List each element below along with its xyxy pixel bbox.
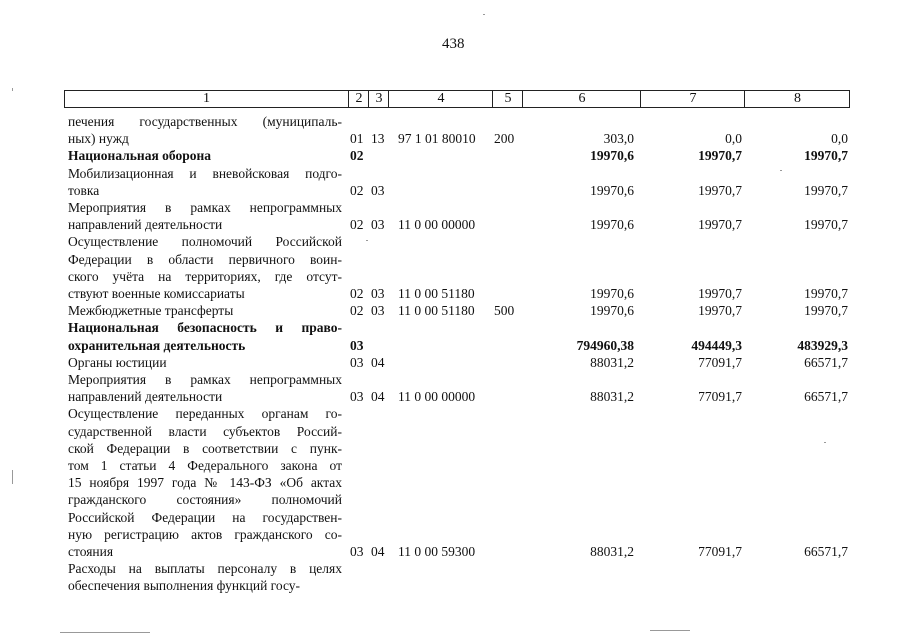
subsection-code: 13 — [371, 131, 385, 147]
section-code: 03 — [350, 354, 364, 370]
header-col-4: 4 — [388, 91, 493, 107]
section-code: 03 — [350, 337, 364, 353]
table-row — [0, 199, 905, 233]
table-row — [0, 354, 905, 371]
amount-col-7: 19970,7 — [698, 303, 742, 319]
description-line: Мобилизационная и вневойсковая подго- — [68, 165, 342, 181]
header-col-7: 7 — [640, 91, 745, 107]
table-row — [0, 319, 905, 353]
amount-col-6: 19970,6 — [590, 148, 634, 164]
section-code: 02 — [350, 217, 364, 233]
target-article-code: 11 0 00 00000 — [398, 217, 476, 233]
header-col-1: 1 — [203, 91, 210, 106]
amount-col-7: 77091,7 — [698, 354, 742, 370]
description-line: сударственной власти субъектов Россий- — [68, 423, 342, 439]
description-line: ную регистрацию актов гражданского со- — [68, 526, 342, 542]
amount-col-7: 19970,7 — [698, 148, 742, 164]
amount-col-6: 19970,6 — [590, 303, 634, 319]
row-description — [68, 113, 342, 147]
description-line: 15 ноября 1997 года № 143-ФЗ «Об актах — [68, 475, 342, 491]
row-description — [68, 354, 342, 371]
description-line: направлений деятельности — [68, 217, 223, 233]
description-line: ской Федерации в соответствии с пунк- — [68, 440, 342, 456]
row-description — [68, 319, 342, 353]
amount-col-8: 66571,7 — [804, 543, 848, 559]
row-description — [68, 371, 342, 405]
section-code: 02 — [350, 148, 364, 164]
amount-col-6: 19970,6 — [590, 217, 634, 233]
description-line: Федерации в области первичного воин- — [68, 251, 342, 267]
target-article-code: 11 0 00 51180 — [398, 303, 475, 319]
row-description — [68, 405, 342, 560]
header-col-2: 2 — [348, 91, 369, 107]
amount-col-6: 19970,6 — [590, 285, 634, 301]
amount-col-6: 88031,2 — [590, 543, 634, 559]
amount-col-8: 66571,7 — [804, 354, 848, 370]
amount-col-6: 303,0 — [603, 131, 634, 147]
table-row — [0, 560, 905, 594]
table-row — [0, 165, 905, 199]
description-line: Межбюджетные трансферты — [68, 303, 234, 319]
table-row — [0, 405, 905, 560]
amount-col-8: 19970,7 — [804, 148, 848, 164]
description-line: ных) нужд — [68, 131, 129, 147]
description-line: гражданского состояния» полномочий — [68, 492, 342, 508]
amount-col-7: 19970,7 — [698, 182, 742, 198]
description-line: Мероприятия в рамках непрограммных — [68, 372, 342, 387]
header-col-8: 8 — [744, 91, 850, 107]
subsection-code: 04 — [371, 543, 385, 559]
description-line: Национальная оборона — [68, 148, 211, 164]
amount-col-7: 19970,7 — [698, 285, 742, 301]
subsection-code: 03 — [371, 303, 385, 319]
header-col-5: 5 — [492, 91, 523, 107]
amount-col-8: 0,0 — [831, 131, 848, 147]
amount-col-7: 77091,7 — [698, 389, 742, 405]
table-row — [0, 371, 905, 405]
amount-col-7: 494449,3 — [691, 337, 742, 353]
description-line: Осуществление полномочий Российской — [68, 234, 342, 250]
description-line: Расходы на выплаты персоналу в целях — [68, 561, 342, 577]
table-row — [0, 302, 905, 319]
subsection-code: 04 — [371, 354, 385, 370]
expense-type-code: 200 — [494, 131, 515, 147]
amount-col-6: 19970,6 — [590, 182, 634, 198]
header-col-6: 6 — [522, 91, 641, 107]
subsection-code: 04 — [371, 389, 385, 405]
target-article-code: 97 1 01 80010 — [398, 131, 476, 147]
table-row — [0, 113, 905, 147]
section-code: 02 — [350, 285, 364, 301]
description-line: стояния — [68, 543, 114, 559]
description-line: Мероприятия в рамках непрограммных — [68, 200, 342, 215]
amount-col-8: 483929,3 — [797, 337, 848, 353]
section-code: 02 — [350, 303, 364, 319]
description-line: направлений деятельности — [68, 389, 223, 405]
target-article-code: 11 0 00 00000 — [398, 389, 476, 405]
description-line: охранительная деятельность — [68, 337, 246, 353]
row-description — [68, 560, 342, 594]
amount-col-6: 794960,38 — [576, 337, 634, 353]
description-line: печения государственных (муниципаль- — [68, 114, 342, 129]
amount-col-7: 77091,7 — [698, 543, 742, 559]
description-line: товка — [68, 182, 100, 198]
row-description — [68, 302, 342, 319]
description-line: обеспечения выполнения функций госу- — [68, 578, 301, 594]
subsection-code: 03 — [371, 285, 385, 301]
subsection-code: 03 — [371, 217, 385, 233]
row-description — [68, 147, 342, 164]
section-code: 01 — [350, 131, 364, 147]
amount-col-7: 19970,7 — [698, 217, 742, 233]
table-header — [64, 90, 850, 108]
table-row — [0, 147, 905, 164]
amount-col-8: 19970,7 — [804, 182, 848, 198]
row-description — [68, 233, 342, 302]
section-code: 02 — [350, 182, 364, 198]
row-description — [68, 199, 342, 233]
header-col-3: 3 — [368, 91, 389, 107]
target-article-code: 11 0 00 59300 — [398, 543, 476, 559]
description-line: том 1 статьи 4 Федерального закона от — [68, 457, 342, 473]
description-line: Осуществление переданных органам го- — [68, 406, 342, 422]
amount-col-8: 66571,7 — [804, 389, 848, 405]
page-number: 438 — [442, 36, 465, 52]
target-article-code: 11 0 00 51180 — [398, 285, 475, 301]
amount-col-8: 19970,7 — [804, 217, 848, 233]
amount-col-6: 88031,2 — [590, 354, 634, 370]
amount-col-7: 0,0 — [725, 131, 742, 147]
row-description — [68, 165, 342, 199]
table-row — [0, 233, 905, 302]
subsection-code: 03 — [371, 182, 385, 198]
amount-col-8: 19970,7 — [804, 285, 848, 301]
description-line: ского учёта на территориях, где отсут- — [68, 268, 342, 284]
description-line: Российской Федерации на государствен- — [68, 509, 342, 525]
amount-col-8: 19970,7 — [804, 303, 848, 319]
section-code: 03 — [350, 543, 364, 559]
description-line: Национальная безопасность и право- — [68, 320, 342, 336]
description-line: ствуют военные комиссариаты — [68, 285, 245, 301]
description-line: Органы юстиции — [68, 354, 167, 370]
section-code: 03 — [350, 389, 364, 405]
amount-col-6: 88031,2 — [590, 389, 634, 405]
expense-type-code: 500 — [494, 303, 515, 319]
